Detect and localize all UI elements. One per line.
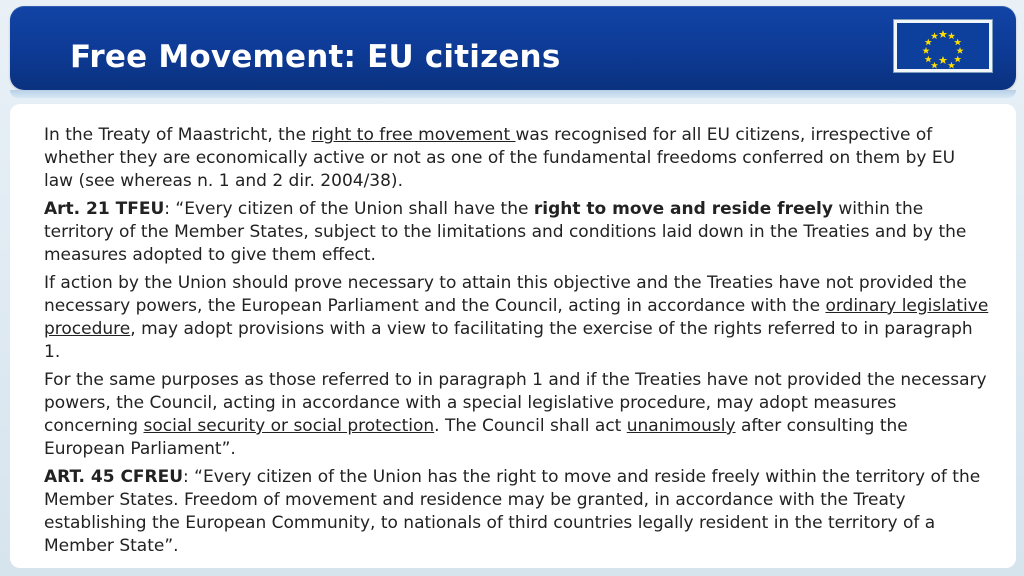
unanimously-term: unanimously (626, 416, 736, 436)
slide-header (10, 6, 1016, 90)
art-45-text: : “Every citizen of the Union has the right to move and reside freely within the territory of the Member States. Freedom of movement and residence may be granted, in accordance with the Treaty establishing the European Community, to nationals of third countries legally resident in the territory of a Member State”. (44, 467, 981, 556)
art-21-text-end: within the territory of the Member States, subject to the limitations and conditions laid down in the Treaties and by the measures adopted to give them effect. (44, 199, 967, 265)
slide-body (44, 124, 989, 563)
union-action-text-end: , may adopt provisions with a view to facilitating the exercise of the rights referred to in paragraph 1. (44, 319, 973, 362)
header-divider (10, 90, 1016, 98)
paragraph-same-purposes (44, 369, 989, 461)
maastricht-intro-prefix: In the Treaty of Maastricht, the (44, 125, 312, 145)
social-security-term: social security or social protection (143, 416, 435, 436)
maastricht-intro-suffix: was recognised for all EU citizens, irrespective of whether they are economically active or not as one of the fundamental freedoms conferred on them by EU law (see whereas n. 1 and 2 dir. 2004/38). (44, 125, 956, 191)
same-purposes-text-end: after consulting the European Parliament”. (44, 416, 908, 459)
paragraph-art45 (44, 466, 989, 558)
art-45-label: ART. 45 CFREU (44, 467, 184, 487)
ordinary-procedure-term: ordinary legislative procedure (44, 296, 989, 339)
art-21-emphasis: right to move and reside freely (533, 199, 833, 219)
paragraph-union-action (44, 272, 989, 364)
union-action-text-start: If action by the Union should prove necessary to attain this objective and the Treaties have not provided the necessary powers, the European Parliament and the Council, acting in accordance with the (44, 273, 967, 316)
art-21-text-start: : “Every citizen of the Union shall have the (164, 199, 534, 219)
same-purposes-text-middle: . The Council shall act (434, 416, 627, 436)
paragraph-maastricht (44, 124, 989, 193)
art-21-label: Art. 21 TFEU (44, 199, 165, 219)
eu-flag-icon (893, 19, 993, 73)
paragraph-art21 (44, 198, 989, 267)
free-movement-term: right to free movement (311, 125, 516, 145)
eu-flag-graphic (897, 23, 989, 69)
page-title: Free Movement: EU citizens (70, 39, 561, 75)
same-purposes-text-start: For the same purposes as those referred to in paragraph 1 and if the Treaties have not provided the necessary powers, the Council, acting in accordance with a special legislative procedure, may adopt measures concerning (44, 370, 987, 436)
